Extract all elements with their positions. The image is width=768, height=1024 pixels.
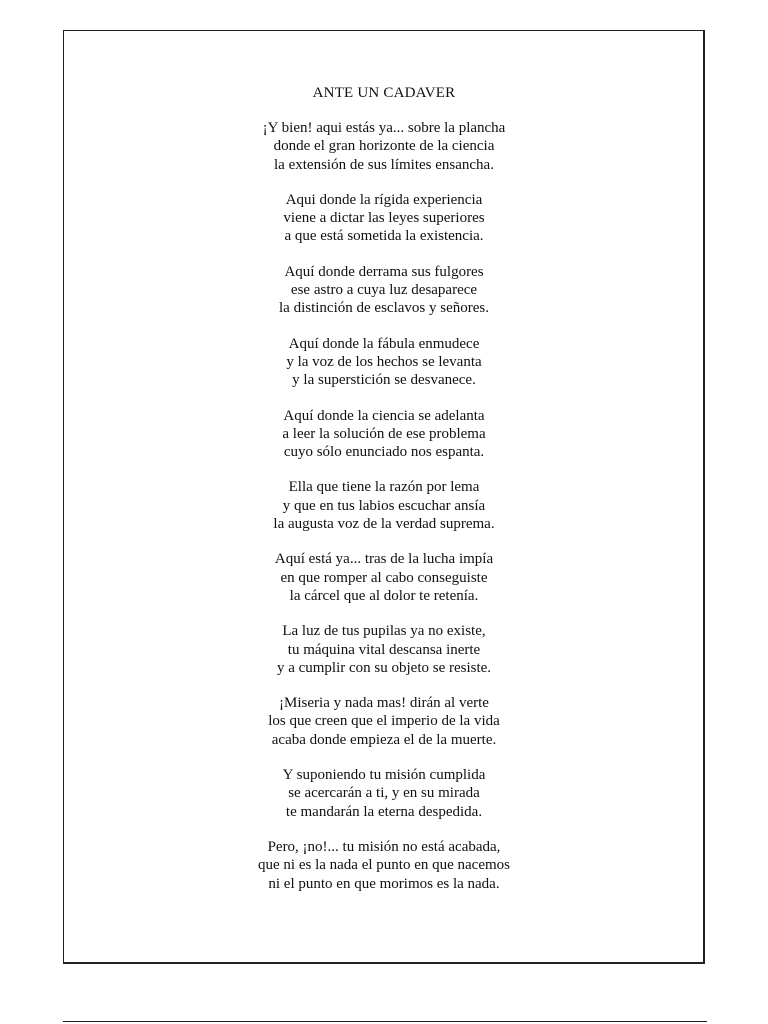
footer-rule <box>63 1021 707 1022</box>
verse-line: Aqui donde la rígida experiencia <box>285 191 483 208</box>
verse-line: Aquí donde derrama sus fulgores <box>284 263 484 280</box>
verse-line: acaba donde empieza el de la muerte. <box>271 731 497 748</box>
verse-line: viene a dictar las leyes superiores <box>283 210 485 227</box>
verse-line: ¡Y bien! aqui estás ya... sobre la plancha <box>262 120 506 136</box>
verse-line: Aquí está ya... tras de la lucha impía <box>274 551 494 568</box>
verse-line: te mandarán la eterna despedida. <box>285 803 483 820</box>
stanza <box>63 838 705 893</box>
verse-line: Aquí donde la fábula enmudece <box>288 335 480 352</box>
stanza <box>63 478 705 533</box>
stanza <box>63 191 705 246</box>
stanza <box>63 694 705 749</box>
verse-line: ni el punto en que morimos es la nada. <box>268 875 500 892</box>
verse-line: La luz de tus pupilas ya no existe, <box>282 623 486 640</box>
verse-line: Pero, ¡no!... tu misión no está acabada, <box>267 838 501 855</box>
poem <box>63 84 705 910</box>
verse-line: ese astro a cuya luz desaparece <box>290 282 478 299</box>
verse-line: y a cumplir con su objeto se resiste. <box>276 659 492 676</box>
verse-line: en que romper al cabo conseguiste <box>280 569 488 586</box>
stanza <box>63 119 705 174</box>
verse-line: la extensión de sus límites ensancha. <box>274 156 494 173</box>
verse-line: los que creen que el imperio de la vida <box>268 713 500 730</box>
verse-line: ¡Miseria y nada mas! dirán al verte <box>279 695 489 712</box>
stanza <box>63 263 705 318</box>
verse-line: se acercarán a ti, y en su mirada <box>288 785 480 802</box>
verse-line: y que en tus labios escuchar ansía <box>282 497 486 514</box>
verse-line: que ni es la nada el punto en que nacemos <box>258 857 510 874</box>
stanza <box>63 766 705 821</box>
verse-line: tu máquina vital descansa inerte <box>287 641 481 658</box>
verse-line: donde el gran horizonte de la ciencia <box>273 138 495 155</box>
poem-title: ANTE UN CADAVER <box>312 85 456 101</box>
verse-line: la cárcel que al dolor te retenía. <box>289 587 479 604</box>
verse-line: Ella que tiene la razón por lema <box>288 479 480 496</box>
verse-line: la augusta voz de la verdad suprema. <box>273 516 495 533</box>
verse-line: Y suponiendo tu misión cumplida <box>282 767 486 784</box>
stanza <box>63 550 705 605</box>
verse-line: cuyo sólo enunciado nos espanta. <box>283 444 485 461</box>
verse-line: Aquí donde la ciencia se adelanta <box>283 407 485 424</box>
verse-line: la distinción de esclavos y señores. <box>279 300 489 317</box>
verse-line: a que está sometida la existencia. <box>284 228 484 245</box>
verse-line: y la superstición se desvanece. <box>292 372 476 389</box>
stanza <box>63 622 705 677</box>
stanza <box>63 335 705 390</box>
verse-line: a leer la solución de ese problema <box>282 425 486 442</box>
verse-line: y la voz de los hechos se levanta <box>286 353 482 370</box>
stanza <box>63 407 705 462</box>
